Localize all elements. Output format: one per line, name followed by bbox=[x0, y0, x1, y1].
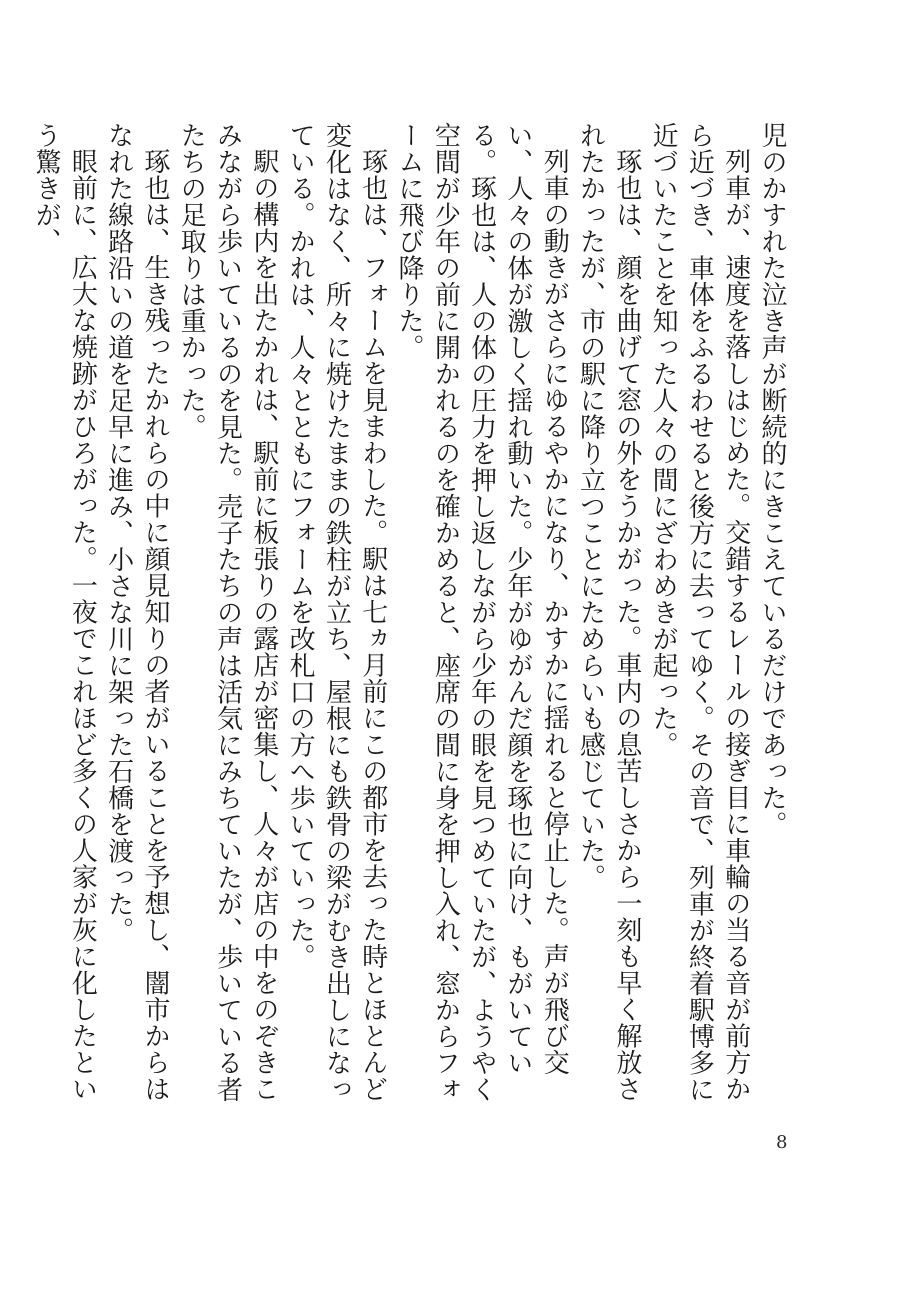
paragraph-continuation: 児のかすれた泣き声が断続的にきこえているだけであった。 bbox=[757, 122, 787, 838]
vertical-text-block bbox=[31, 122, 790, 1122]
paragraph: 琢也は、生き残ったかれらの中に顔見知りの者がいることを予想し、闇市からはなれた線路沿いの道を足早に進み、小さな川に架った石橋を渡った。 bbox=[103, 122, 170, 1102]
paragraph: 琢也は、フォームを見まわした。駅は七ヵ月前にこの都市を去った時とほとんど変化はなく、所々に焼けたままの鉄柱が立ち、屋根にも鉄骨の梁がむき出しになっている。かれは、人々とともにフォームを改札口の方へ歩いていった。 bbox=[285, 122, 388, 1103]
paragraph: 列車の動きがさらにゆるやかになり、かすかに揺れると停止した。声が飛び交い、人々の体が激しく揺れ動いた。少年がゆがんだ顔を琢也に向け、もがいている。琢也は、人の体の圧力を押し返しながら少年の眼を見つめていたが、ようやく空間が少年の前に開かれるのを確かめると、座席の間に身を押し入れ、窓からフォームに飛び降りた。 bbox=[394, 122, 570, 1103]
paragraph: 眼前に、広大な焼跡がひろがった。一夜でこれほど多くの人家が灰に化したという驚きが、 bbox=[31, 122, 98, 1102]
page-number: 8 bbox=[776, 1132, 788, 1153]
paragraph: 駅の構内を出たかれは、駅前に板張りの露店が密集し、人々が店の中をのぞきこみながら歩いているのを見た。売子たちの声は活気にみちていたが、歩いている者たちの足取りは重かった。 bbox=[176, 122, 279, 1103]
paragraph: 列車が、速度を落しはじめた。交錯するレールの接ぎ目に車輪の当る音が前方から近づき、車体をふるわせると後方に去ってゆく。その音で、列車が終着駅博多に近づいたことを知った人々の間にざわめきが起った。 bbox=[648, 122, 751, 1103]
paragraph: 琢也は、顔を曲げて窓の外をうかがった。車内の息苦しさから一刻も早く解放されたかったが、市の駅に降り立つことにためらいも感じていた。 bbox=[575, 122, 642, 1102]
